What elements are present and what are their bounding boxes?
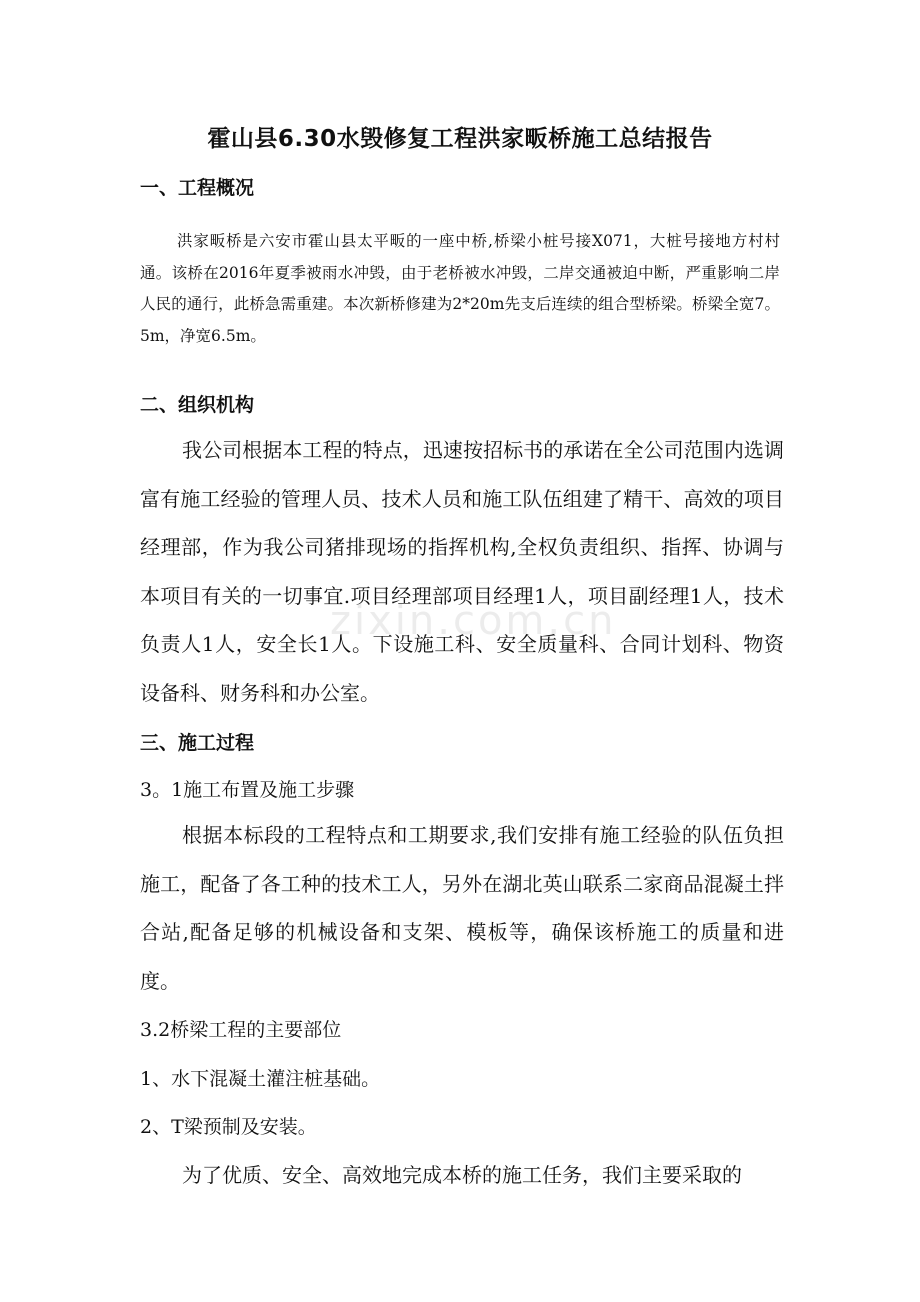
layout-paragraph: 根据本标段的工程特点和工期要求,我们安排有施工经验的队伍负担施工，配备了各工种的技术工人，另外在湖北英山联系二家商品混凝土拌合站,配备足够的机械设备和支架、模板等，确保该桥施工的质量和进度。 <box>140 823 784 993</box>
watermark: zixin.com.cn <box>330 598 617 644</box>
section-heading-organization: 二、组织机构 <box>140 394 255 416</box>
section-heading-overview: 一、工程概况 <box>140 177 255 199</box>
list-item-pile-foundation: 1、水下混凝土灌注桩基础。 <box>140 1068 381 1090</box>
subsection-heading-layout: 3。1施工布置及施工步骤 <box>140 779 355 801</box>
list-item-t-beam: 2、T梁预制及安装。 <box>140 1116 317 1138</box>
measures-paragraph: 为了优质、安全、高效地完成本桥的施工任务，我们主要采取的 <box>182 1163 742 1187</box>
subsection-heading-main-parts: 3.2桥梁工程的主要部位 <box>140 1019 342 1041</box>
organization-paragraph: 我公司根据本工程的特点，迅速按招标书的承诺在全公司范围内选调富有施工经验的管理人员、技术人员和施工队伍组建了精干、高效的项目经理部，作为我公司猪排现场的指挥机构,全权负责组织、指挥、协调与本项目有关的一切事宜.项目经理部项目经理1人，项目副经理1人，技术负责人1人，安全长1人。下设施工科、安全质量科、合同计划科、物资设备科、财务科和办公室。 <box>140 438 784 705</box>
overview-paragraph: 洪家畈桥是六安市霍山县太平畈的一座中桥,桥梁小桩号接X071，大桩号接地方村村通。该桥在2016年夏季被雨水冲毁，由于老桥被水冲毁，二岸交通被迫中断，严重影响二岸人民的通行，此桥急需重建。本次新桥修建为2*20m先支后连续的组合型桥梁。桥梁全宽7。5m，净宽6.5m。 <box>140 232 780 345</box>
document-title: 霍山县6.30水毁修复工程洪家畈桥施工总结报告 <box>207 126 713 152</box>
section-heading-process: 三、施工过程 <box>140 732 255 754</box>
